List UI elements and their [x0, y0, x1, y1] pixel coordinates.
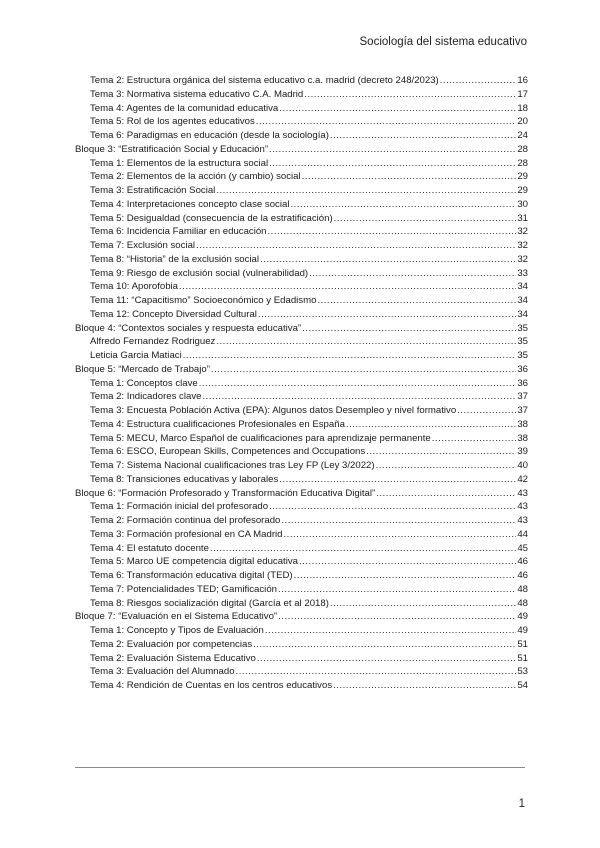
toc-entry-title: Bloque 4: “Contextos sociales y respuesta educativa”	[75, 322, 302, 334]
toc-dot-leader	[199, 377, 517, 391]
toc-dot-leader	[196, 239, 516, 253]
toc-entry[interactable]	[75, 555, 528, 569]
toc-entry[interactable]	[75, 500, 528, 514]
toc-entry-title: Tema 2: Indicadores clave	[90, 391, 202, 403]
toc-entry-page: 30	[517, 198, 528, 210]
toc-entry-page: 51	[517, 652, 528, 664]
toc-entry[interactable]	[75, 280, 528, 294]
toc-entry[interactable]	[75, 74, 528, 88]
toc-entry-page: 35	[517, 336, 528, 348]
toc-section-entry[interactable]	[75, 487, 528, 501]
toc-entry-page: 49	[517, 611, 528, 623]
toc-entry[interactable]	[75, 432, 528, 446]
toc-entry-title: Tema 1: Concepto y Tipos de Evaluación	[90, 625, 264, 636]
toc-entry[interactable]	[75, 267, 528, 281]
toc-section-entry[interactable]	[75, 363, 528, 377]
toc-dot-leader	[216, 184, 516, 198]
toc-entry-page: 38	[517, 418, 528, 430]
toc-entry[interactable]	[75, 665, 528, 679]
toc-entry-title: Tema 4: Estructura cualificaciones Profesionales en España	[90, 418, 345, 430]
toc-entry-title: Tema 3: Normativa sistema educativo C.A. Madrid	[90, 88, 304, 100]
toc-entry-page: 33	[517, 267, 528, 279]
toc-entry[interactable]	[75, 88, 528, 102]
toc-entry[interactable]	[75, 102, 528, 116]
toc-entry[interactable]	[75, 569, 528, 583]
toc-entry[interactable]	[75, 308, 528, 322]
toc-entry-page: 38	[517, 432, 528, 444]
toc-entry-title: Bloque 7: “Evaluación en el Sistema Educativo”	[75, 611, 278, 623]
toc-entry[interactable]	[75, 129, 528, 143]
toc-entry[interactable]	[75, 542, 528, 556]
toc-entry-page: 32	[517, 240, 528, 251]
toc-dot-leader	[268, 225, 517, 239]
toc-entry-title: Tema 6: Incidencia Familiar en educación	[90, 226, 267, 238]
toc-entry[interactable]	[75, 473, 528, 487]
toc-dot-leader	[257, 652, 516, 666]
toc-dot-leader	[302, 322, 516, 336]
toc-entry-title: Tema 3: Formación profesional en CA Madrid	[90, 528, 283, 540]
toc-entry-title: Tema 4: Interpretaciones concepto clase social	[90, 198, 290, 210]
toc-entry-title: Tema 2: Elementos de la acción (y cambio) social	[90, 171, 301, 183]
toc-entry[interactable]	[75, 624, 528, 638]
toc-entry-page: 43	[517, 515, 528, 526]
toc-entry-title: Tema 7: Sistema Nacional cualificaciones tras Ley FP (Ley 3/2022)	[90, 460, 375, 471]
toc-entry-title: Tema 4: Agentes de la comunidad educativa	[90, 102, 279, 114]
toc-entry-page: 53	[517, 666, 528, 678]
toc-dot-leader	[269, 143, 516, 157]
running-header: Sociología del sistema educativo	[359, 36, 527, 48]
toc-entry[interactable]	[75, 335, 528, 349]
toc-entry-title: Tema 9: Riesgo de exclusión social (vulnerabilidad)	[90, 267, 309, 279]
toc-dot-leader	[334, 212, 517, 226]
toc-entry-title: Tema 2: Evaluación por competencias	[90, 638, 253, 650]
toc-section-entry[interactable]	[75, 143, 528, 157]
toc-entry[interactable]	[75, 583, 528, 597]
toc-entry-page: 28	[517, 157, 528, 169]
toc-dot-leader	[317, 294, 516, 308]
toc-dot-leader	[284, 528, 517, 542]
toc-dot-leader	[376, 459, 517, 473]
toc-dot-leader	[330, 597, 516, 611]
toc-dot-leader	[302, 170, 517, 184]
toc-dot-leader	[304, 88, 516, 102]
toc-entry-page: 46	[517, 556, 528, 568]
toc-entry[interactable]	[75, 445, 528, 459]
toc-dot-leader	[294, 569, 517, 583]
toc-entry[interactable]	[75, 253, 528, 267]
toc-entry-title: Tema 1: Conceptos clave	[90, 377, 198, 389]
toc-section-entry[interactable]	[75, 322, 528, 336]
toc-dot-leader	[179, 280, 516, 294]
toc-dot-leader	[432, 432, 517, 446]
toc-dot-leader	[236, 665, 517, 679]
table-of-contents	[75, 74, 528, 693]
toc-entry-title: Tema 8: Riesgos socialización digital (García et al 2018)	[90, 597, 329, 609]
toc-entry-title: Tema 3: Encuesta Población Activa (EPA): Algunos datos Desempleo y nivel formativo	[90, 405, 457, 416]
toc-entry-title: Tema 10: Aporofobia	[90, 281, 179, 293]
page-number: 1	[518, 798, 525, 810]
toc-entry-title: Tema 8: Transiciones educativas y laborales	[90, 473, 279, 485]
toc-entry-page: 35	[517, 350, 528, 361]
toc-entry[interactable]	[75, 459, 528, 473]
toc-dot-leader	[290, 198, 516, 212]
toc-entry[interactable]	[75, 390, 528, 404]
toc-entry-title: Tema 2: Estructura orgánica del sistema educativo c.a. madrid (decreto 248/2023)	[90, 75, 439, 86]
toc-entry-page: 34	[517, 295, 528, 306]
toc-entry-title: Tema 5: Marco UE competencia digital educativa	[90, 556, 298, 568]
toc-entry-page: 28	[517, 143, 528, 155]
toc-entry[interactable]	[75, 157, 528, 171]
toc-entry-page: 29	[517, 171, 528, 183]
toc-entry-page: 18	[517, 102, 528, 114]
toc-dot-leader	[278, 610, 516, 624]
toc-dot-leader	[265, 624, 516, 638]
toc-entry-page: 17	[517, 88, 528, 100]
toc-entry[interactable]	[75, 184, 528, 198]
toc-dot-leader	[183, 349, 517, 363]
toc-entry-page: 16	[517, 75, 528, 86]
toc-dot-leader	[253, 638, 516, 652]
toc-entry-page: 32	[517, 253, 528, 265]
toc-entry-page: 51	[517, 638, 528, 650]
toc-entry-title: Tema 3: Evaluación del Alumnado	[90, 666, 235, 678]
toc-dot-leader	[278, 583, 516, 597]
toc-entry-page: 32	[517, 226, 528, 238]
toc-dot-leader	[346, 418, 516, 432]
toc-entry-page: 42	[517, 473, 528, 485]
toc-entry-title: Tema 1: Elementos de la estructura social	[90, 157, 269, 169]
toc-entry[interactable]	[75, 212, 528, 226]
toc-entry[interactable]	[75, 198, 528, 212]
toc-entry[interactable]	[75, 225, 528, 239]
toc-entry-page: 40	[517, 460, 528, 471]
toc-entry-title: Tema 2: Evaluación Sistema Educativo	[90, 652, 256, 664]
toc-entry-page: 31	[517, 212, 528, 224]
toc-entry-page: 46	[517, 570, 528, 581]
toc-entry-title: Tema 6: Transformación educativa digital (TED)	[90, 570, 293, 581]
toc-dot-leader	[330, 129, 516, 143]
toc-entry-page: 37	[517, 405, 528, 416]
toc-entry-page: 34	[517, 281, 528, 293]
toc-entry[interactable]	[75, 679, 528, 693]
toc-entry-page: 29	[517, 185, 528, 196]
toc-entry[interactable]	[75, 652, 528, 666]
toc-entry[interactable]	[75, 115, 528, 129]
toc-entry[interactable]	[75, 170, 528, 184]
footer-divider	[75, 767, 525, 768]
toc-entry-title: Tema 6: ESCO, European Skills, Competences and Occupations	[90, 446, 366, 458]
toc-dot-leader	[457, 404, 516, 418]
toc-dot-leader	[260, 253, 516, 267]
toc-entry-page: 34	[517, 308, 528, 320]
toc-entry-title: Tema 7: Potencialidades TED; Gamificación	[90, 583, 277, 595]
toc-entry-page: 20	[517, 116, 528, 128]
toc-entry-page: 48	[517, 597, 528, 609]
toc-entry[interactable]	[75, 377, 528, 391]
toc-entry[interactable]	[75, 638, 528, 652]
toc-entry-title: Tema 4: Rendición de Cuentas en los centros educativos	[90, 680, 333, 691]
toc-entry[interactable]	[75, 349, 528, 363]
toc-entry-title: Tema 1: Formación inicial del profesorado	[90, 501, 269, 513]
toc-entry-page: 43	[517, 487, 528, 499]
toc-dot-leader	[269, 500, 516, 514]
toc-entry-page: 37	[517, 391, 528, 403]
toc-entry-title: Tema 12: Concepto Diversidad Cultural	[90, 308, 257, 320]
toc-entry-page: 35	[517, 322, 528, 334]
toc-entry[interactable]	[75, 597, 528, 611]
toc-entry-page: 45	[517, 542, 528, 554]
toc-entry-title: Tema 11: “Capacitismo” Socioeconómico y Edadismo	[90, 295, 317, 306]
toc-entry-title: Bloque 5: “Mercado de Trabajo”	[75, 363, 210, 375]
toc-dot-leader	[333, 679, 516, 693]
toc-entry[interactable]	[75, 418, 528, 432]
toc-dot-leader	[281, 514, 516, 528]
toc-entry-title: Tema 3: Estratificación Social	[90, 185, 216, 196]
toc-dot-leader	[279, 473, 516, 487]
toc-entry-page: 48	[517, 583, 528, 595]
toc-dot-leader	[210, 542, 516, 556]
toc-entry-page: 43	[517, 501, 528, 513]
toc-entry[interactable]	[75, 528, 528, 542]
toc-dot-leader	[211, 363, 516, 377]
toc-entry-title: Tema 5: Rol de los agentes educativos	[90, 116, 255, 128]
toc-entry-title: Tema 4: El estatuto docente	[90, 542, 209, 554]
toc-dot-leader	[216, 335, 516, 349]
toc-entry-page: 54	[517, 680, 528, 691]
toc-entry-title: Bloque 6: “Formación Profesorado y Transformación Educativa Digital”	[75, 487, 376, 499]
toc-entry-title: Alfredo Fernandez Rodriguez	[90, 336, 216, 348]
toc-entry-page: 36	[517, 363, 528, 375]
toc-entry[interactable]	[75, 294, 528, 308]
toc-entry-title: Tema 2: Formación continua del profesorado	[90, 515, 281, 526]
toc-entry[interactable]	[75, 514, 528, 528]
toc-section-entry[interactable]	[75, 610, 528, 624]
toc-entry-title: Tema 6: Paradigmas en educación (desde la sociología)	[90, 130, 329, 141]
toc-dot-leader	[440, 74, 517, 88]
toc-dot-leader	[376, 487, 516, 501]
toc-entry[interactable]	[75, 404, 528, 418]
toc-entry-title: Tema 8: “Historia” de la exclusión social	[90, 253, 260, 265]
toc-dot-leader	[256, 115, 517, 129]
toc-entry-title: Tema 7: Exclusión social	[90, 240, 196, 251]
toc-dot-leader	[202, 390, 516, 404]
toc-entry-page: 44	[517, 528, 528, 540]
toc-entry-title: Leticia Garcia Matiaci	[90, 350, 182, 361]
toc-entry-page: 36	[517, 377, 528, 389]
toc-dot-leader	[269, 157, 516, 171]
toc-entry-title: Tema 5: Desigualdad (consecuencia de la estratificación)	[90, 212, 333, 224]
toc-dot-leader	[299, 555, 516, 569]
toc-entry[interactable]	[75, 239, 528, 253]
toc-entry-page: 24	[517, 130, 528, 141]
toc-dot-leader	[366, 445, 516, 459]
toc-entry-title: Bloque 3: “Estratificación Social y Educación”	[75, 143, 269, 155]
toc-entry-page: 39	[517, 446, 528, 458]
toc-dot-leader	[258, 308, 516, 322]
toc-dot-leader	[279, 102, 516, 116]
toc-entry-title: Tema 5: MECU, Marco Español de cualificaciones para aprendizaje permanente	[90, 432, 431, 444]
toc-entry-page: 49	[517, 625, 528, 636]
toc-dot-leader	[309, 267, 516, 281]
